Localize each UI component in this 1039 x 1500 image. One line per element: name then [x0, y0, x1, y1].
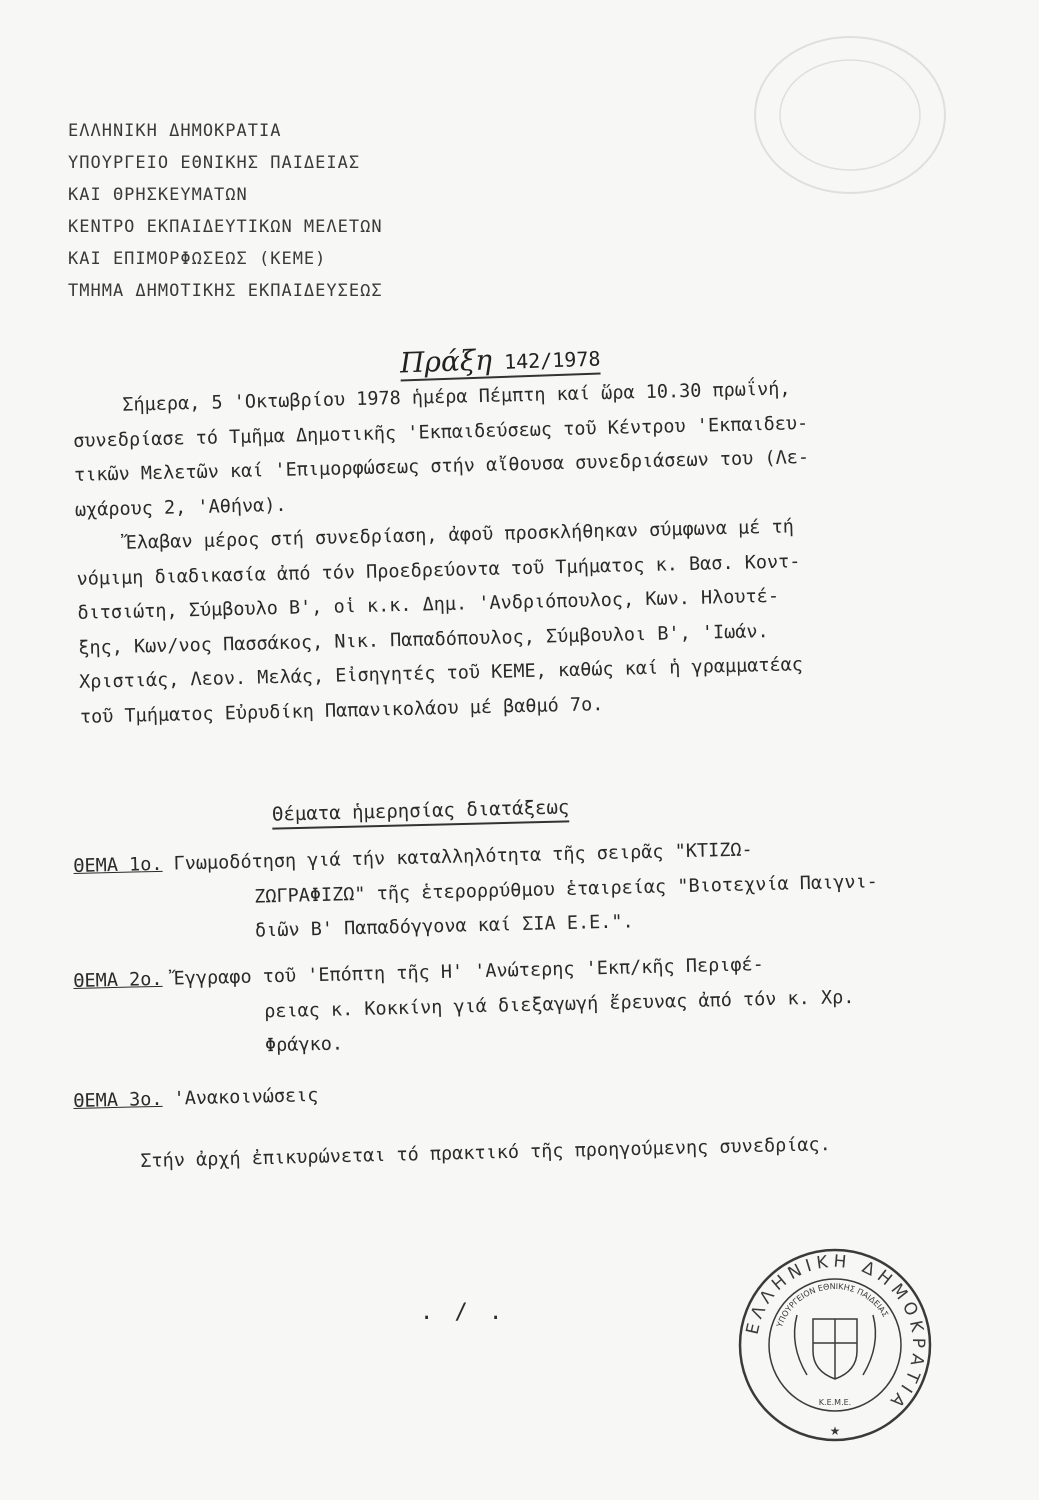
page-continuation-mark: . / .: [420, 1300, 507, 1325]
agenda-item-text: διῶν Β' Παπαδόγγονα καί ΣΙΑ Ε.Ε.".: [254, 911, 634, 942]
title-number: 142/1978: [503, 346, 601, 374]
body-line: ωχάρους 2, 'Αθήνα).: [74, 494, 287, 521]
faint-seal-watermark: [745, 30, 955, 200]
agenda-item-label: ΘΕΜΑ 1ο.: [73, 853, 163, 877]
agenda-item-label: ΘΕΜΑ 2ο.: [73, 968, 163, 992]
letterhead: [68, 115, 383, 307]
agenda-item-text: Ἔγγραφο τοῦ 'Επόπτη τῆς Η' 'Ανώτερης 'Εκπ/κῆς Περιφέ-: [173, 954, 765, 990]
svg-text:★: ★: [829, 1424, 841, 1438]
minutes-body: [72, 367, 1010, 735]
body-line: Χριστιάς, Λεον. Μελάς, Εἰσηγητές τοῦ ΚΕΜΕ, καθώς καί ἡ γραμματέας: [78, 654, 804, 693]
agenda-item-text: 'Ανακοινώσεις: [173, 1085, 319, 1110]
agenda-item-text: Γνωμοδότηση γιά τήν καταλληλότητα τῆς σειρᾶς "ΚΤΙΖΩ-: [173, 839, 753, 875]
official-seal-stamp: [735, 1245, 935, 1445]
agenda-item-1: [73, 828, 995, 954]
closing-text: [140, 1123, 1039, 1179]
body-line: τικῶν Μελετῶν καί 'Επιμορφώσεως στήν αἴθουσα συνεδριάσεων του (Λε-: [73, 447, 810, 486]
title-handwritten: Πράξη: [399, 343, 493, 380]
body-line: συνεδρίασε τό Τμῆμα Δημοτικῆς 'Εκπαιδεύσεως τοῦ Κέντρου 'Εκπαιδευ-: [72, 412, 809, 452]
letterhead-line: ΚΕΝΤΡΟ ΕΚΠΑΙΔΕΥΤΙΚΩΝ ΜΕΛΕΤΩΝ: [68, 217, 383, 237]
letterhead-line: ΚΑΙ ΕΠΙΜΟΡΦΩΣΕΩΣ (ΚΕΜΕ): [68, 249, 327, 269]
agenda-item-label: ΘΕΜΑ 3ο.: [73, 1088, 163, 1112]
body-line: Ἔλαβαν μέρος στή συνεδρίαση, ἀφοῦ προσκλήθηκαν σύμφωνα μέ τή: [125, 516, 795, 554]
agenda-item-2: [73, 943, 995, 1069]
letterhead-line: ΤΜΗΜΑ ΔΗΜΟΤΙΚΗΣ ΕΚΠΑΙΔΕΥΣΕΩΣ: [68, 281, 383, 301]
body-line: νόμιμη διαδικασία ἀπό τόν Προεδρεύοντα τοῦ Τμήματος κ. Βασ. Κοντ-: [76, 550, 801, 590]
svg-text:Κ.Ε.Μ.Ε.: Κ.Ε.Μ.Ε.: [818, 1398, 852, 1407]
agenda-item-text: Φράγκο.: [264, 1033, 344, 1057]
svg-text:ΕΛΛΗΝΙΚΗ ΔΗΜΟΚΡΑΤΙΑ: ΕΛΛΗΝΙΚΗ ΔΗΜΟΚΡΑΤΙΑ: [742, 1251, 929, 1415]
body-line: τοῦ Τμήματος Εὐρυδίκη Παπανικολάου μέ βαθμό 7ο.: [79, 693, 604, 728]
letterhead-line: ΥΠΟΥΡΓΕΙΟ ΕΘΝΙΚΗΣ ΠΑΙΔΕΙΑΣ: [68, 153, 361, 173]
svg-text:ΥΠΟΥΡΓΕΙΟΝ ΕΘΝΙΚΗΣ ΠΑΙΔΕΙΑΣ: ΥΠΟΥΡΓΕΙΟΝ ΕΘΝΙΚΗΣ ΠΑΙΔΕΙΑΣ: [775, 1281, 890, 1329]
letterhead-line: ΕΛΛΗΝΙΚΗ ΔΗΜΟΚΡΑΤΙΑ: [68, 121, 282, 141]
agenda-heading: Θέματα ἡμερησίας διατάξεως: [272, 796, 570, 829]
body-line: Σήμερα, 5 'Οκτωβρίου 1978 ἡμέρα Πέμπτη καί ὥρα 10.30 πρωΐνή,: [122, 378, 791, 416]
body-line: ξης, Κων/νος Πασσάκος, Νικ. Παπαδόπουλος, Σύμβουλοι Β', 'Ιωάν.: [78, 620, 769, 659]
agenda-item-3: [73, 1063, 994, 1120]
agenda-item-text: ρειας κ. Κοκκίνη γιά διεξαγωγή ἔρευνας ἀπό τόν κ. Χρ.: [263, 986, 855, 1022]
document-title: [399, 340, 600, 380]
letterhead-line: ΚΑΙ ΘΡΗΣΚΕΥΜΑΤΩΝ: [68, 185, 248, 205]
body-line: διτσιώτη, Σύμβουλο Β', οἱ κ.κ. Δημ. 'Ανδριόπουλος, Κων. Ηλουτέ-: [77, 585, 780, 624]
agenda-item-text: ΖΩΓΡΑΦΙΖΩ" τῆς ἑτερορρύθμου ἑταιρείας "Βιοτεχνία Παιγνι-: [253, 870, 878, 908]
closing-line: Στήν ἀρχή ἐπικυρώνεται τό πρακτικό τῆς προηγούμενης συνεδρίας.: [140, 1134, 832, 1172]
